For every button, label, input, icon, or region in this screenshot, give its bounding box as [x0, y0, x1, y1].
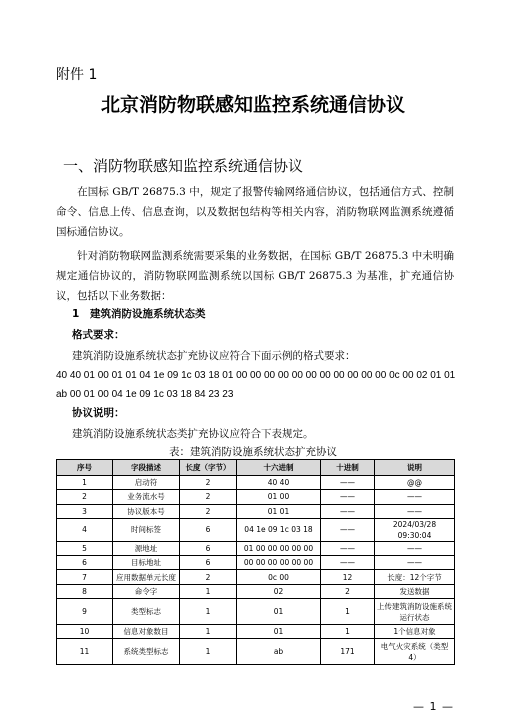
cell-field: 系统类型标志 — [113, 639, 180, 665]
cell-field: 时间标签 — [113, 518, 180, 541]
cell-note: @@ — [375, 476, 455, 490]
table-caption: 表：建筑消防设施系统状态扩充协议 — [169, 446, 337, 458]
cell-decimal: 12 — [321, 570, 375, 584]
cell-index: 8 — [57, 584, 113, 598]
cell-field: 命令字 — [113, 584, 180, 598]
cell-index: 3 — [57, 504, 113, 518]
table-row — [57, 504, 455, 518]
cell-field: 协议版本号 — [113, 504, 180, 518]
cell-decimal: 1 — [321, 599, 375, 625]
paragraph-2 — [56, 246, 454, 306]
cell-length: 6 — [180, 541, 237, 555]
header-length: 长度（字节） — [180, 460, 237, 476]
cell-decimal: —— — [321, 518, 375, 541]
cell-length: 1 — [180, 599, 237, 625]
page-number: — 1 — — [413, 700, 454, 713]
table-row — [57, 625, 455, 639]
cell-length: 2 — [180, 570, 237, 584]
attachment-label: 附件 1 — [56, 67, 98, 83]
table-row — [57, 599, 455, 625]
header-note: 说明 — [375, 460, 455, 476]
cell-note: 发送数据 — [375, 584, 455, 598]
cell-decimal: —— — [321, 556, 375, 570]
cell-hex: 02 — [237, 584, 321, 598]
subsection-heading — [72, 306, 206, 321]
format-text: 建筑消防设施系统状态扩充协议应符合下面示例的格式要求： — [72, 350, 356, 362]
cell-length: 6 — [180, 556, 237, 570]
cell-field: 应用数据单元长度 — [113, 570, 180, 584]
cell-field: 目标地址 — [113, 556, 180, 570]
protocol-table — [56, 459, 455, 665]
format-label: 格式要求： — [72, 329, 125, 341]
table-row — [57, 584, 455, 598]
cell-decimal: —— — [321, 541, 375, 555]
cell-index: 6 — [57, 556, 113, 570]
cell-field: 业务流水号 — [113, 490, 180, 504]
cell-length: 1 — [180, 584, 237, 598]
cell-hex: 01 01 — [237, 504, 321, 518]
cell-note: —— — [375, 490, 455, 504]
cell-note: 2024/03/28 09:30:04 — [375, 518, 455, 541]
cell-hex: 40 40 — [237, 476, 321, 490]
protocol-text: 建筑消防设施系统状态类扩充协议应符合下表规定。 — [72, 428, 314, 440]
cell-note: —— — [375, 541, 455, 555]
table-row — [57, 570, 455, 584]
cell-length: 1 — [180, 639, 237, 665]
table-row — [57, 518, 455, 541]
table-row — [57, 639, 455, 665]
cell-index: 7 — [57, 570, 113, 584]
cell-note: 1个信息对象 — [375, 625, 455, 639]
cell-field: 信息对象数目 — [113, 625, 180, 639]
header-decimal: 十进制 — [321, 460, 375, 476]
cell-hex: 0c 00 — [237, 570, 321, 584]
table-row — [57, 490, 455, 504]
cell-decimal: 2 — [321, 584, 375, 598]
cell-length: 2 — [180, 490, 237, 504]
cell-index: 1 — [57, 476, 113, 490]
cell-note: 电气火灾系统（类型4） — [375, 639, 455, 665]
cell-decimal: 1 — [321, 625, 375, 639]
cell-decimal: 171 — [321, 639, 375, 665]
subsection-number: 1 — [72, 308, 80, 320]
cell-hex: ab — [237, 639, 321, 665]
cell-index: 5 — [57, 541, 113, 555]
cell-hex: 01 00 — [237, 490, 321, 504]
cell-hex: 01 — [237, 625, 321, 639]
table-header-row — [57, 460, 455, 476]
protocol-label: 协议说明： — [72, 407, 125, 419]
cell-length: 2 — [180, 504, 237, 518]
cell-field: 源地址 — [113, 541, 180, 555]
cell-field: 类型标志 — [113, 599, 180, 625]
document-title: 北京消防物联感知监控系统通信协议 — [100, 94, 405, 116]
header-field: 字段描述 — [113, 460, 180, 476]
cell-note: 上传建筑消防设施系统运行状态 — [375, 599, 455, 625]
cell-decimal: —— — [321, 476, 375, 490]
cell-hex: 01 — [237, 599, 321, 625]
cell-length: 6 — [180, 518, 237, 541]
cell-note: —— — [375, 504, 455, 518]
cell-length: 1 — [180, 625, 237, 639]
cell-length: 2 — [180, 476, 237, 490]
cell-decimal: —— — [321, 490, 375, 504]
cell-hex: 04 1e 09 1c 03 18 — [237, 518, 321, 541]
subsection-title: 建筑消防设施系统状态类 — [90, 308, 206, 320]
cell-index: 4 — [57, 518, 113, 541]
cell-field: 启动符 — [113, 476, 180, 490]
paragraph-1-text: 在国标 GB/T 26875.3 中，规定了报警传输网络通信协议，包括通信方式、控制命令、信息上传、信息查询，以及数据包结构等相关内容，消防物联网监测系统遵循国标通信协议。 — [56, 186, 454, 238]
cell-note: —— — [375, 556, 455, 570]
table-row — [57, 476, 455, 490]
cell-index: 9 — [57, 599, 113, 625]
header-index: 序号 — [57, 460, 113, 476]
cell-index: 10 — [57, 625, 113, 639]
paragraph-2-text: 针对消防物联网监测系统需要采集的业务数据，在国标 GB/T 26875.3 中未明确规定通信协议的，消防物联网监测系统以国标 GB/T 26875.3 为基准，扩充通信协议，包括以下业务数据： — [56, 250, 454, 302]
cell-index: 11 — [57, 639, 113, 665]
cell-note: 长度：12个字节 — [375, 570, 455, 584]
table-row — [57, 556, 455, 570]
header-hex: 十六进制 — [237, 460, 321, 476]
paragraph-1 — [56, 182, 454, 242]
cell-hex: 00 00 00 00 00 00 — [237, 556, 321, 570]
table-row — [57, 541, 455, 555]
cell-decimal: —— — [321, 504, 375, 518]
cell-index: 2 — [57, 490, 113, 504]
hex-example: 40 40 01 00 01 01 04 1e 09 1c 03 18 01 00 00 00 00 00 00 00 00 00 00 00 0c 00 02 01 01 ab 00 01 00 04 1e 09 1c 03 18 84 23 23 — [56, 370, 456, 400]
section-heading: 一、消防物联感知监控系统通信协议 — [63, 157, 304, 175]
cell-hex: 01 00 00 00 00 00 — [237, 541, 321, 555]
